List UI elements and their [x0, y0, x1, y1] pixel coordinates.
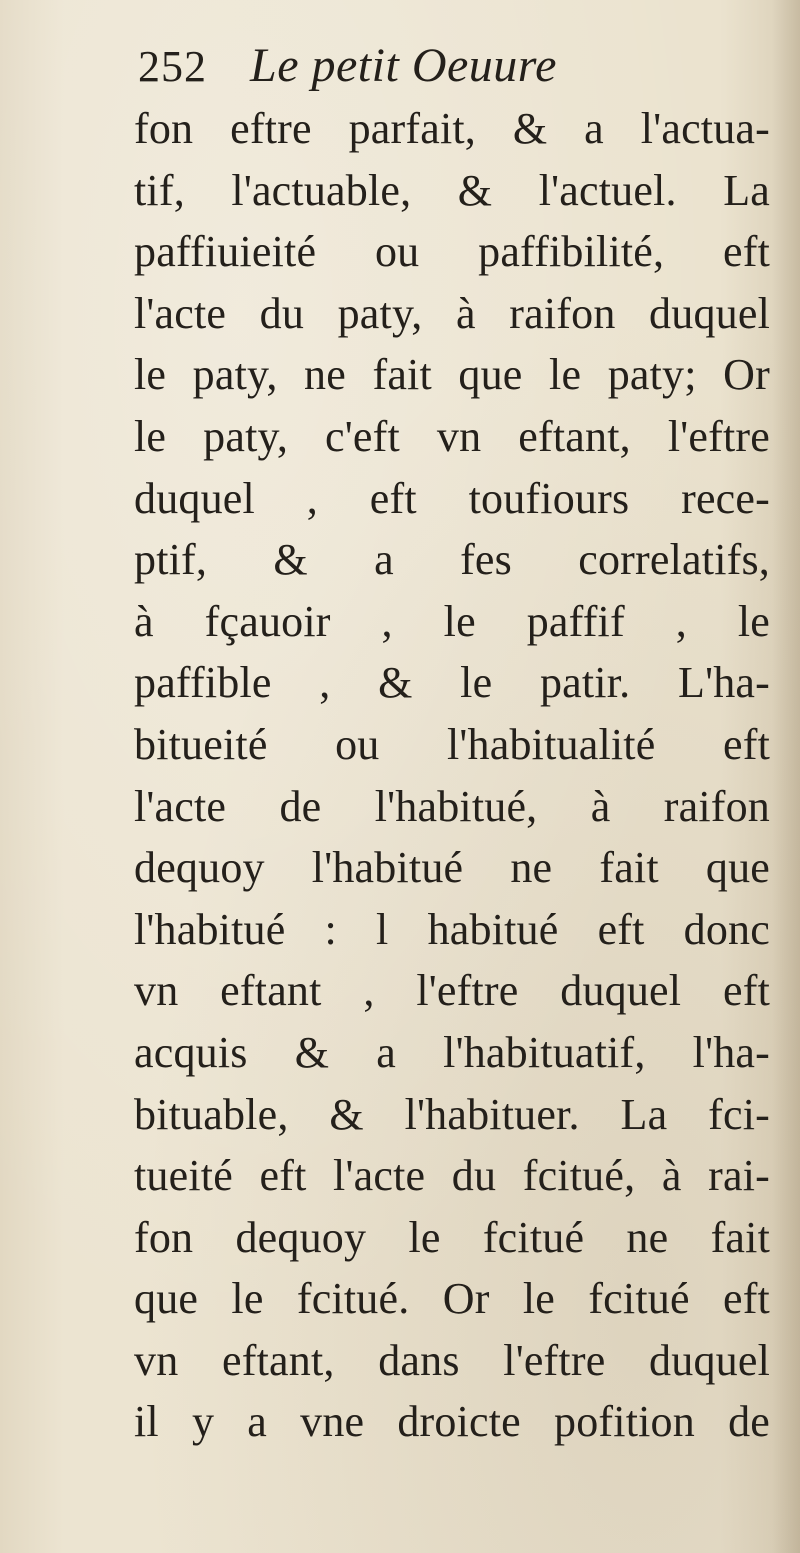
text-line: fon eftre parfait, & a l'actua- — [134, 104, 770, 153]
text-line: que le fcitué. Or le fcitué eft — [134, 1274, 770, 1324]
text-line: l'habitué : l habitué eft donc — [134, 904, 770, 954]
running-title: Le petit Oeuure — [250, 39, 557, 92]
text-line: bituable, & l'habituer. La fci- — [134, 1089, 770, 1139]
text-line: fon dequoy le fcitué ne fait — [134, 1212, 770, 1262]
body-text — [134, 98, 770, 1453]
text-line: acquis & a l'habituatif, l'ha- — [134, 1027, 770, 1077]
text-line: paffiuieité ou paffibilité, eft — [134, 227, 770, 277]
text-line: à fçauoir , le paffif , le — [134, 596, 770, 646]
page-header — [138, 38, 557, 98]
page-edge-shadow — [772, 0, 800, 1553]
text-line: duquel , eft toufiours rece- — [134, 473, 770, 523]
text-line: vn eftant, dans l'eftre duquel — [134, 1335, 770, 1385]
text-line: le paty, c'eft vn eftant, l'eftre — [134, 411, 770, 461]
text-line: l'acte du paty, à raifon duquel — [134, 288, 770, 338]
text-line: vn eftant , l'eftre duquel eft — [134, 966, 770, 1016]
text-line: le paty, ne fait que le paty; Or — [134, 350, 770, 400]
text-line: paffible , & le patir. L'ha- — [134, 658, 770, 708]
text-line: tueité eft l'acte du fcitué, à rai- — [134, 1151, 770, 1201]
text-line: ptif, & a fes correlatifs, — [134, 535, 770, 585]
text-line: tif, l'actuable, & l'actuel. La — [134, 165, 770, 215]
text-line: dequoy l'habitué ne fait que — [134, 843, 770, 893]
text-line: l'acte de l'habitué, à raifon — [134, 781, 770, 831]
text-line: il y a vne droicte pofition de — [134, 1397, 770, 1447]
page-number: 252 — [138, 42, 207, 91]
text-line: bitueité ou l'habitualité eft — [134, 719, 770, 769]
